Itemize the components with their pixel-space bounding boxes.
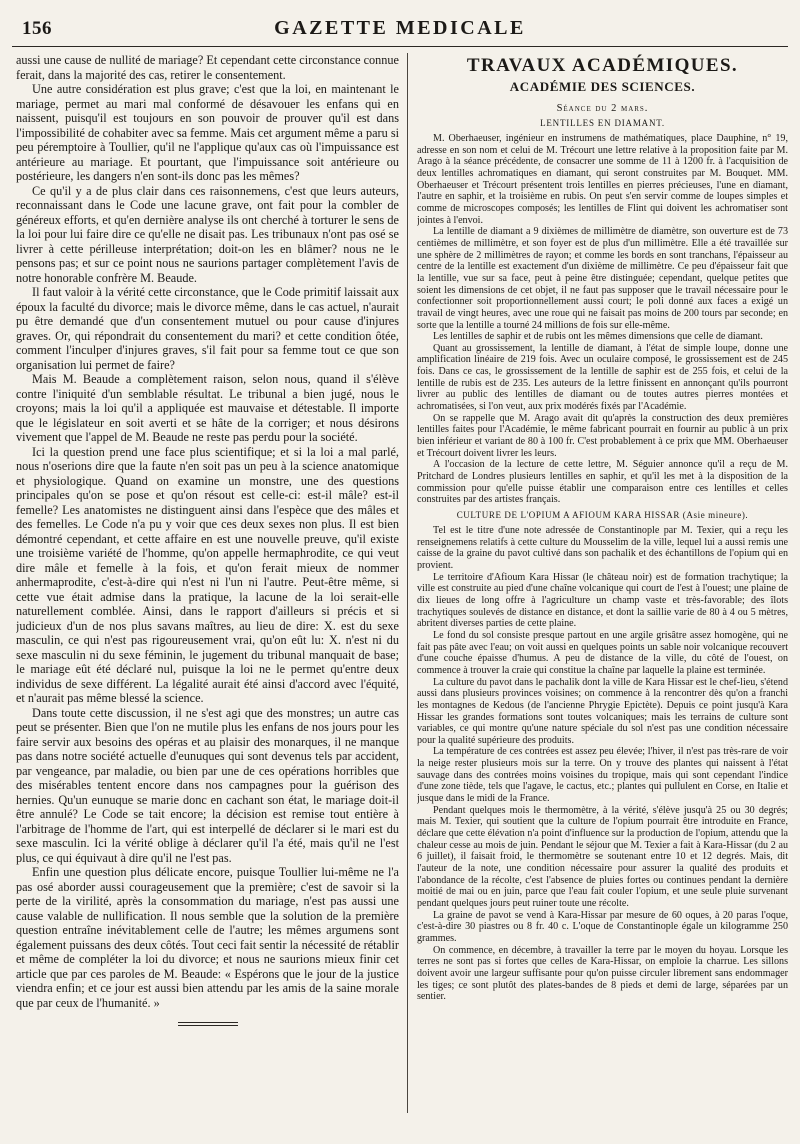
page-header [12,14,788,47]
session-date: Séance du 2 mars. [556,103,649,114]
left-column-paragraph: Une autre considération est plus grave; c'est que la loi, en maintenant le mariage, permet au mari mal conformé de désavouer les enfans qui en naissent, puisqu'il est toujours en son pouvoir de prouver qu'il est dans l'impossibilité de cohabiter avec sa femme. Mais cet argument même a paru si peu péremptoire à Toullier, qu'il ne l'applique qu'aux cas où l'impuissance est antérieure au mariage. Et pourtant, que l'impuissance soit antérieure ou postérieure, les dangers n'en sont-ils donc pas les mêmes? [16,82,399,183]
left-column-paragraph: Mais M. Beaude a complètement raison, selon nous, quand il s'élève contre l'iniquité d'un semblable résultat. Le tribunal a bien jugé, nous le croyons; mais la loi qu'il a appliquée est mauvaise et détestable. Il importe que le législateur en soit averti et se hâte de la corriger; et nous désirons vivement que l'appel de M. Beaude ne reste pas perdu pour la société. [16,372,399,444]
left-column-paragraph: Ce qu'il y a de plus clair dans ces raisonnemens, c'est que leurs auteurs, reconnaissant dans le Code une lacune grave, ont fait pour la combler de généreux efforts, et qu'en dernière analyse ils ont cherché à torturer le sens de la loi pour lui faire dire ce qu'elle ne disait pas. Les tribunaux n'ont pas osé se livrer à cette périlleuse interprétation; doit-on les en blâmer? nous ne le pensons pas; et sur ce point nous ne saurions partager complètement l'avis de notre honorable confrère M. Beaude. [16,183,399,285]
opium-paragraph: Pendant quelques mois le thermomètre, à la vérité, s'élève jusqu'à 25 ou 30 degrés; mais M. Texier, qui soutient que la culture de l'opium pourrait être introduite en France, déclare que cette élévation n'a point d'influence sur la production de l'opium, attendu que la chaleur cesse au mois de juin. Pendant le séjour que M. Texier a fait à Kara-Hissar (du 2 au 6 juillet), il faisait froid, le thermomètre se soutenant entre 10 et 12 degrés. Mais, dit l'auteur de la note, une condition nécessaire pour assurer la qualité des produits et l'abondance de la récolte, c'est l'absence de pluies fortes ou continues pendant la dernière moitié de mai ou en juin, parce que l'eau fait couler l'opium, et une seule pluie survenant pendant quelques jours peut ruiner toute une récolte. [417,804,788,909]
subhead-opium [417,510,788,520]
opium-paragraph: Le fond du sol consiste presque partout en une argile grisâtre assez homogène, qui ne fait pas pâte avec l'eau; on voit aussi en quelques points un sable noir volcanique recouvert d'une couche épaisse d'humus. A peu de distance de la ville, du côté de l'ouest, on commence à trouver la craie qui constitue la chaîne par laquelle la plaine est terminée. [417,629,788,676]
article-diamond-lenses [417,133,788,506]
left-column-paragraph: Dans toute cette discussion, il ne s'est agi que des monstres; un autre cas peut se présenter. Bien que l'on ne mutile plus les enfans de nos jours pour les faire servir aux besoins des opéras et au plaisir des monarques, il ne manque pas dans notre société actuelle d'eunuques qui sont devenus tels par accident, par vengeance, par maladie, ou bien par une de ces opérations horribles que des misérables tentent encore dans nos campagnes pour la guérison des hernies. Qu'un eunuque se marie donc en cachant son état, le mariage doit-il être annulé? Le Code se tait encore; la décision est remise tout entière à l'arbitrage de l'homme de l'art, qui est interpellé de déclarer si le mari est du sexe masculin. Ici la vérité oblige à déclarer qu'il l'a été, mais qu'il ne l'est plus, ce qui équivaut à dire qu'il ne l'est pas. [16,705,399,865]
column-divider [407,53,408,1113]
opium-paragraph: Le territoire d'Afioum Kara Hissar (le château noir) est de formation trachytique; la ville est construite au pied d'une chaîne volcanique qui court de l'est à l'ouest; une plaine de dix lieues de long offre à l'agriculture un champ vaste et très-favorable; des îlots trachytiques soulevés de distance en distance, et dont la saillie varie de 80 à 4 ou 5 mètres, abritent diverses parties de cette plaine. [417,571,788,630]
diamond-lenses-paragraph: Les lentilles de saphir et de rubis ont les mêmes dimensions que celle de diamant. [433,331,763,343]
running-title: GAZETTE MEDICALE [274,17,526,39]
diamond-lenses-paragraph: A l'occasion de la lecture de cette lettre, M. Séguier annonce qu'il a reçu de M. Pritchard de Londres plusieurs lentilles en saphir, et qu'il les met à la disposition de la commission pour qu'elle puisse établir une comparaison entre ces lentilles et celles construites par des artistes français. [417,459,788,506]
diamond-lenses-paragraph: On se rappelle que M. Arago avait dit qu'après la construction des deux premières lentilles faites pour l'Académie, le même fabricant pourrait en fournir au public à un prix bien inférieur et variant de 80 à 100 fr. C'est probablement à ce prix que MM. Oberhaeuser et Trécourt doivent livrer les leurs. [417,412,788,459]
article-opium [417,525,788,1003]
diamond-lenses-paragraph: La lentille de diamant a 9 dixièmes de millimètre de diamètre, son ouverture est de 73 centièmes de millimètre, et son foyer est de plus d'un millimètre. Elle a été travaillée sur une sphère de 2 millimètres de rayon; et comme les bords en sont tranchans, l'épaisseur au centre de la lentille est exactement d'un dixième de millimètre. Ce peu d'épaisseur fait que la lentille, vue sur sa face, peut à peine être distinguée; cependant, quelque petites que soient les dimensions de cet objet, il ne faut pas supposer que le travail nécessaire pour le confectionner soit proportionnellement aussi court; le poli donné aux faces a exigé un travail de vingt heures, avec une roue qui ne faisait pas moins de 200 tours par seconde; en sorte que la lentille a tourné 24 millions de fois sur elle-même. [417,226,788,331]
subhead-opium-title: CULTURE DE L'OPIUM A AFIOUM KARA HISSAR [456,510,680,520]
left-column-paragraph: Il faut valoir à la vérité cette circonstance, que le Code primitif laissait aux époux la faculté du divorce; mais le divorce même, dans le cas actuel, n'aurait pu être demandé que d'un consentement mutuel ou pour cause d'injures graves. Or, qui répondrait du consentement du mari? et cette condition ôtée, comment l'inculper d'injures graves, s'il fait pour sa femme tout ce que son organisation lui permet de faire? [16,285,399,372]
two-column-body [12,53,788,1133]
page-number: 156 [22,18,52,39]
section-subtitle: ACADÉMIE DES SCIENCES. [509,79,696,94]
diamond-lenses-paragraph: M. Oberhaeuser, ingénieur en instrumens de mathématiques, place Dauphine, n° 19, adresse en son nom et celui de M. Trécourt une lettre relative à la proposition faite par M. Arago à la séance précédente, de consacrer une somme de 11 à 1200 fr. à l'acquisition de deux lentilles achromatiques en diamant, qui seront construites par M. Bouquet. MM. Oberhaeuser et Trécourt présentent trois lentilles en pierres précieuses, l'une en diamant, l'autre en saphir, et la troisième en rubis. On peut s'en servir comme de loupes simples et comme de microscopes composés; les lentilles de Flint qui doivent les achromatiser sont jointes à l'envoi. [417,133,788,226]
opium-paragraph: On commence, en décembre, à travailler la terre par le moyen du hoyau. Lorsque les terres ne sont pas si fortes que celles de Kara-Hissar, on emploie la charrue. Les sillons doivent avoir une largeur suffisante pour qu'on puisse circuler librement sans endommager les tiges; ce sont plutôt des plates-bandes de 8 pieds et demi de large, séparées par un sentier. [417,944,788,1003]
right-column [417,53,788,1133]
opium-paragraph: La graine de pavot se vend à Kara-Hissar par mesure de 60 oques, à 20 paras l'oque, c'est-à-dire 30 piastres ou 8 fr. 40 c. L'oque de Constantinople égale un kilogramme 250 grammes. [417,909,788,944]
opium-paragraph: La culture du pavot dans le pachalik dont la ville de Kara Hissar est le chef-lieu, s'étend aussi dans plusieurs provinces voisines; on commence à la rencontrer dès qu'on a franchi les montagnes de Kedous (de l'ancienne Phrygie Epictète). Depuis ce point jusqu'à Kara Hissar les grandes formations sont toutes volcaniques; mais les terrains de culture sont variables, ce qui montre qu'une nature spéciale du sol n'est pas une condition nécessaire pour la qualité supérieure des produits. [417,676,788,746]
article-end-rule [178,1022,238,1026]
subhead-diamond-lenses: LENTILLES EN DIAMANT. [540,118,665,128]
subhead-opium-paren: (Asie mineure). [682,510,749,520]
left-column-paragraph: Enfin une question plus délicate encore, puisque Toullier lui-même ne l'a pas osé aborder aussi courageusement que la première; c'est de savoir si la perte de la virilité, après la consommation du mariage, n'est pas aussi une cause valable de nullification. Il nous semble que la solution de la première question entraîne inévitablement celle de l'autre; les mêmes argumens sont également puissans des deux côtés. Tout ceci fait sentir la nécessité de rétablir et même de compléter la loi du divorce; et nous ne saurions mieux finir cet article que par ces paroles de M. Beaude: « Espérons que le jour de la justice viendra enfin; et ce jour est aussi bien attendu par les amis de la saine morale que par ceux de l'humanité. » [16,865,399,1010]
opium-paragraph: Tel est le titre d'une note adressée de Constantinople par M. Texier, qui a reçu les renseignemens relatifs à cette culture du Mousselim de la ville, lequel lui a aussi remis une caisse de la graine du pavot cultivé dans son pachalik et des échantillons de l'opium qui en provient. [417,525,788,571]
left-column-paragraph: aussi une cause de nullité de mariage? Et cependant cette circonstance connue ferait, dans la majorité des cas, retirer le consentement. [16,53,399,82]
section-title: TRAVAUX ACADÉMIQUES. [466,55,739,76]
left-column-paragraph: Ici la question prend une face plus scientifique; et si la loi a mal parlé, nous n'oserions dire que la faute n'en soit pas un peu à la science anatomique et physiologique. Quand on examine un monstre, une des questions principales qu'on se pose et qu'on résout est celle-ci: est-il mâle? est-il femelle? Les anatomistes ne distinguent ainsi dans l'espèce que des mâles et des femelles. Le Code n'a pu y voir que ces deux sexes non plus. Il est bien démontré cependant, et cette affaire en est une nouvelle preuve, qu'il existe une troisième variété de l'homme, qu'on appelle hermaphrodite, ce qui veut dire mâle et femelle à la fois, et qu'on ferait mieux de nommer anhermaprodite, c'est-à-dire qui n'est ni l'un ni l'autre. Peut-être même, si cette vue était admise dans la pratique, la lacune de la loi serait-elle naturellement comblée. Ainsi, dans le rapport d'ailleurs si précis et si judicieux d'un de nos plus savans maîtres, au lieu de dire: X. est du sexe masculin, ce qui n'est pas rigoureusement vrai, qu'on eût lu: X. n'est ni du sexe masculin ni du sexe féminin, le jugement du tribunal manquait de base; le mariage eût été déclaré nul, puisque la loi ne le permet qu'entre deux individus de sexe différent. La légalité aurait été ainsi d'accord avec l'équité, et n'aurait pas même blessé la science. [16,444,399,705]
left-column [16,53,399,1133]
diamond-lenses-paragraph: Quant au grossissement, la lentille de diamant, à l'état de simple loupe, donne une amplification linéaire de 219 fois. Avec un oculaire composé, le grossissement est de 245 fois. Dans ce cas, le grossissement de la lentille de saphir est de 255 fois, et celui de la lentille de rubis est de 235. Les auteurs de la lettre finissent en annonçant qu'ils pourront livrer au public des lentilles de diamant ou de toutes autres pierres montées et achromatisées, si l'on veut, aux prix modérés fixés par l'Académie. [417,342,788,413]
opium-paragraph: La température de ces contrées est assez peu élevée; l'hiver, il n'est pas très-rare de voir la neige rester plusieurs mois sur la terre. On y trouve des plantes qui naissent à l'état sauvage dans des contrées moins voisines du tropique, mais qui sont cependant l'indice d'une zone tiède, tels que l'agave, le cactus, etc.; plantes qui pullulent en Corse, en Italie et jusque dans le midi de la France. [417,746,788,805]
